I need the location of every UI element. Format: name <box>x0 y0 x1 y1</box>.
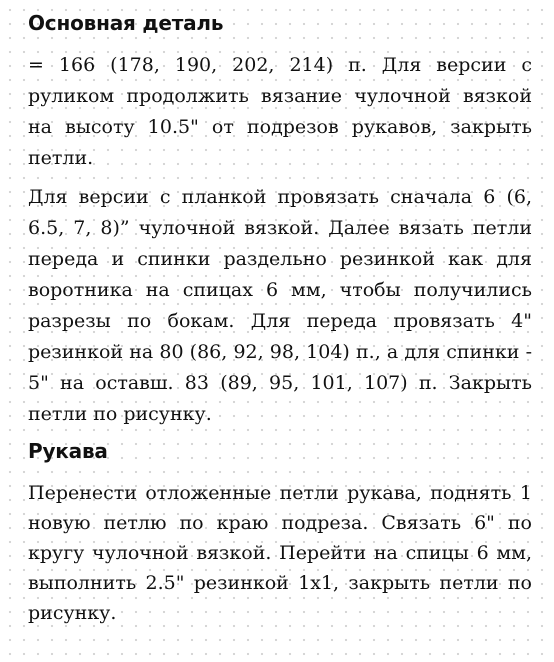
section-heading-sleeves: Рукава <box>28 439 108 463</box>
sleeves-paragraph-1: Перенести отложенные петли рукава, поднять 1 новую петлю по краю подреза. Связать 6" по кругу чулочной вязкой. Перейти на спицы 6 мм, выполнить 2.5" резинкой 1x1, закрыть петли по рисунку. <box>28 482 532 624</box>
main-part-paragraph-1: = 166 (178, 190, 202, 214) п. Для версии с руликом продолжить вязание чулочной вязкой на высоту 10.5" от подрезов рукавов, закрыть петли. <box>28 54 532 169</box>
section-heading-main-part: Основная деталь <box>28 11 224 35</box>
main-part-paragraph-2: Для версии с планкой провязать сначала 6 (6, 6.5, 7, 8)” чулочной вязкой. Далее вязать петли переда и спинки раздельно резинкой как для воротника на спицах 6 мм, чтобы получились разрезы по бокам. Для переда провязать 4" резинкой на 80 (86, 92, 98, 104) п., а для спинки - 5" на оставш. 83 (89, 95, 101, 107) п. Закрыть петли по рисунку. <box>28 186 532 425</box>
